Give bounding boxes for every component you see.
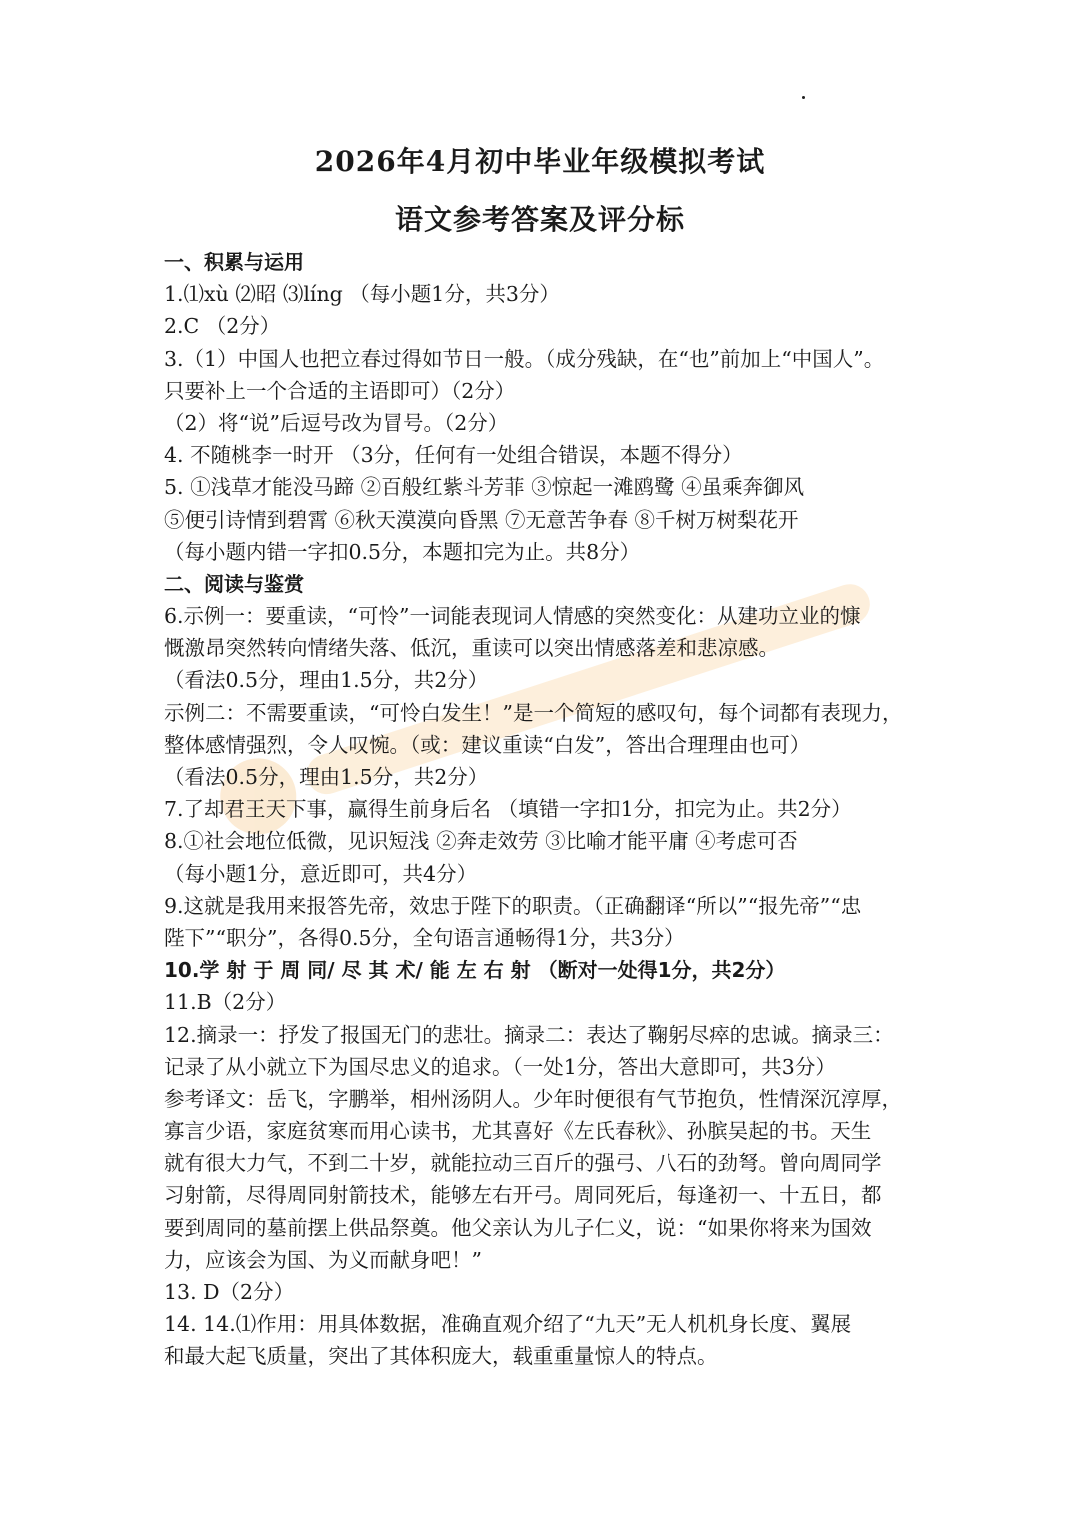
answer-line: 4. 不随桃李一时开 （3分，任何有一处组合错误，本题不得分） <box>164 443 743 468</box>
answer-line: 整体感情强烈，令人叹惋。（或：建议重读“白发”，答出合理理由也可） <box>164 732 811 757</box>
answer-line: 1.⑴xù ⑵昭 ⑶líng （每小题1分，共3分） <box>164 282 560 307</box>
translation-line: 习射箭，尽得周同射箭技术，能够左右开弓。周同死后，每逢初一、十五日，都 <box>164 1183 882 1208</box>
answer-line: 2.C （2分） <box>164 314 281 339</box>
answer-line: 慨激昂突然转向情绪失落、低沉，重读可以突出情感落差和悲凉感。 <box>164 636 779 661</box>
answer-line-sentence-break: 10.学 射 于 周 同/ 尽 其 术/ 能 左 右 射 （断对一处得1分，共2分） <box>164 958 786 983</box>
answer-line: 只要补上一个合适的主语即可）（2分） <box>164 378 516 403</box>
answer-line: 5. ①浅草才能没马蹄 ②百般红紫斗芳菲 ③惊起一滩鸥鹭 ④虽乘奔御风 <box>164 475 805 500</box>
answer-line: 和最大起飞质量，突出了其体积庞大，载重重量惊人的特点。 <box>164 1344 718 1369</box>
answer-line: 示例二：不需要重读，“可怜白发生！”是一个简短的感叹句，每个词都有表现力， <box>164 700 903 725</box>
answer-line: 9.这就是我用来报答先帝，效忠于陛下的职责。（正确翻译“所以”“报先帝”“忠 <box>164 893 862 918</box>
answer-line: 12.摘录一：抒发了报国无门的悲壮。摘录二：表达了鞠躬尽瘁的忠诚。摘录三： <box>164 1022 894 1047</box>
answer-line: （看法0.5分，理由1.5分，共2分） <box>164 668 489 693</box>
answer-line: 7.了却君王天下事，赢得生前身后名 （填错一字扣1分，扣完为止。共2分） <box>164 797 852 822</box>
answer-line: 陛下”“职分”，各得0.5分，全句语言通畅得1分，共3分） <box>164 925 685 950</box>
translation-line: 就有很大力气，不到二十岁，就能拉动三百斤的强弓、八石的劲弩。曾向周同学 <box>164 1151 882 1176</box>
section-heading-2: 二、阅读与鉴赏 <box>164 571 304 596</box>
translation-line: 参考译文：岳飞，字鹏举，相州汤阴人。少年时便很有气节抱负，性情深沉淳厚， <box>164 1086 902 1111</box>
answer-line: 6.示例一：要重读，“可怜”一词能表现词人情感的突然变化：从建功立业的慷 <box>164 604 861 629</box>
answer-line: （每小题内错一字扣0.5分，本题扣完为止。共8分） <box>164 539 641 564</box>
answer-body <box>164 246 924 1373</box>
translation-line: 要到周同的墓前摆上供品祭奠。他父亲认为儿子仁义，说：“如果你将来为国效 <box>164 1215 872 1240</box>
answer-line: ⑤便引诗情到碧霄 ⑥秋天漠漠向昏黑 ⑦无意苦争春 ⑧千树万树梨花开 <box>164 507 799 532</box>
answer-key-title: 语文参考答案及评分标 <box>394 203 685 236</box>
exam-title: 2026年4月初中毕业年级模拟考试 <box>314 145 766 178</box>
answer-line: 13. D（2分） <box>164 1280 295 1304</box>
section-heading-1: 一、积累与运用 <box>164 250 304 274</box>
translation-line: 寡言少语，家庭贫寒而用心读书，尤其喜好《左氏春秋》、孙膑吴起的书。天生 <box>164 1119 872 1144</box>
answer-line: 11.B（2分） <box>164 990 287 1015</box>
answer-line: （每小题1分，意近即可，共4分） <box>164 861 478 886</box>
answer-line: 8.①社会地位低微，见识短浅 ②奔走效劳 ③比喻才能平庸 ④考虑可否 <box>164 829 798 854</box>
answer-line: （2）将“说”后逗号改为冒号。（2分） <box>164 410 509 435</box>
answer-line: 3.（1）中国人也把立春过得如节日一般。（成分残缺，在“也”前加上“中国人”。 <box>164 346 885 371</box>
answer-line: （看法0.5分，理由1.5分，共2分） <box>164 765 489 789</box>
answer-line: 记录了从小就立下为国尽忠义的追求。（一处1分，答出大意即可，共3分） <box>164 1054 836 1079</box>
translation-line: 力，应该会为国、为义而献身吧！” <box>164 1247 482 1272</box>
speck-dot <box>802 96 805 99</box>
answer-line: 14. 14.⑴作用：用具体数据，准确直观介绍了“九天”无人机机身长度、翼展 <box>164 1312 852 1337</box>
